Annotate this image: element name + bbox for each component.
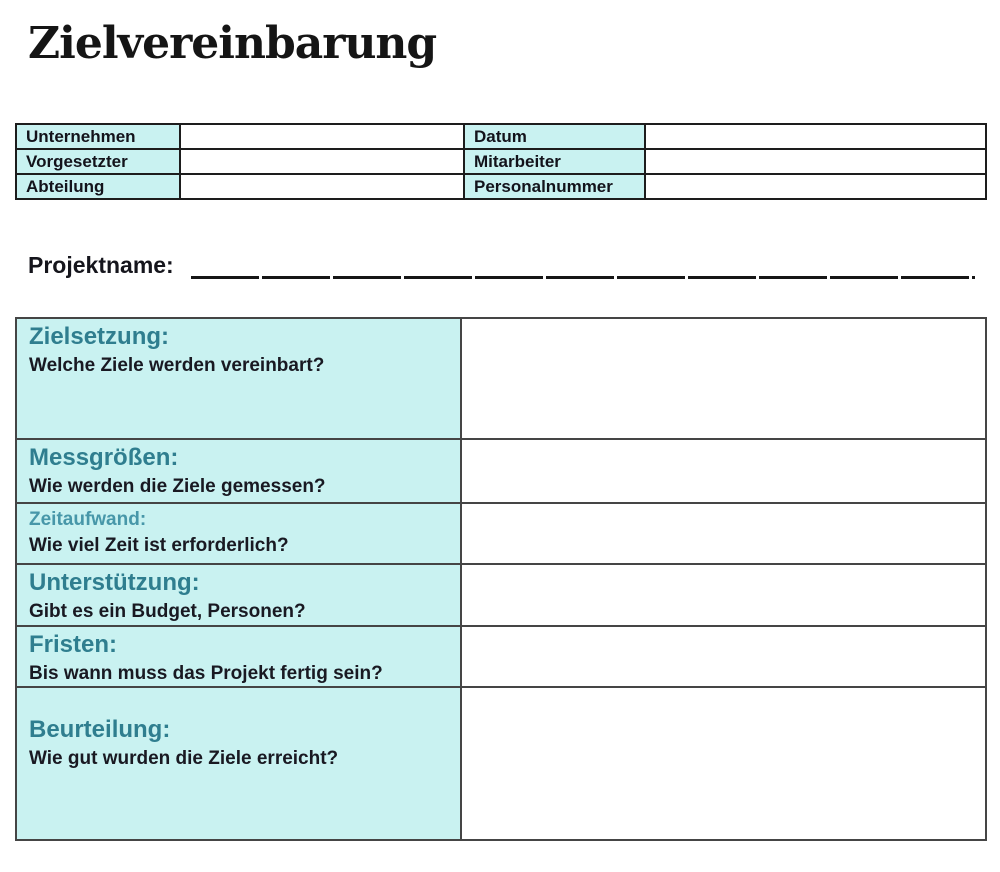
- row-unterstuetzung: [16, 564, 986, 626]
- heading-beurteilung: Beurteilung:: [29, 716, 171, 744]
- cell-fristen: [16, 626, 461, 687]
- label-datum: Datum: [464, 124, 645, 149]
- goal-table: [15, 317, 987, 841]
- cell-beurteilung: [16, 687, 461, 840]
- heading-zielsetzung: Zielsetzung:: [29, 323, 170, 350]
- answer-beurteilung[interactable]: [461, 687, 986, 840]
- heading-zeitaufwand: Zeitaufwand:: [29, 509, 147, 530]
- field-personalnummer[interactable]: [645, 174, 986, 199]
- row-zeitaufwand: [16, 503, 986, 564]
- row-messgroessen: [16, 439, 986, 503]
- field-mitarbeiter[interactable]: [645, 149, 986, 174]
- field-vorgesetzter[interactable]: [180, 149, 464, 174]
- heading-fristen: Fristen:: [29, 631, 118, 658]
- cell-unterstuetzung: [16, 564, 461, 626]
- heading-messgroessen: Messgrößen:: [29, 444, 179, 471]
- answer-fristen[interactable]: [461, 626, 986, 687]
- project-name-label: Projektname:: [28, 252, 174, 278]
- row-zielsetzung: [16, 318, 986, 439]
- question-messgroessen: Wie werden die Ziele gemessen?: [29, 475, 326, 497]
- label-abteilung: Abteilung: [16, 174, 180, 199]
- label-mitarbeiter: Mitarbeiter: [464, 149, 645, 174]
- label-vorgesetzter: Vorgesetzter: [16, 149, 180, 174]
- info-row-2: [16, 149, 986, 174]
- info-table: [15, 123, 987, 200]
- row-beurteilung: [16, 687, 986, 840]
- project-name-blank-line[interactable]: [191, 269, 975, 279]
- row-fristen: [16, 626, 986, 687]
- info-row-1: [16, 124, 986, 149]
- field-abteilung[interactable]: [180, 174, 464, 199]
- cell-messgroessen: [16, 439, 461, 503]
- field-datum[interactable]: [645, 124, 986, 149]
- question-beurteilung: Wie gut wurden die Ziele erreicht?: [29, 748, 339, 770]
- field-unternehmen[interactable]: [180, 124, 464, 149]
- question-zielsetzung: Welche Ziele werden vereinbart?: [29, 354, 325, 376]
- cell-zielsetzung: [16, 318, 461, 439]
- question-zeitaufwand: Wie viel Zeit ist erforderlich?: [29, 534, 289, 556]
- question-unterstuetzung: Gibt es ein Budget, Personen?: [29, 600, 306, 622]
- answer-messgroessen[interactable]: [461, 439, 986, 503]
- answer-zeitaufwand[interactable]: [461, 503, 986, 564]
- cell-zeitaufwand: [16, 503, 461, 564]
- question-fristen: Bis wann muss das Projekt fertig sein?: [29, 662, 383, 684]
- heading-unterstuetzung: Unterstützung:: [29, 569, 200, 596]
- label-personalnummer: Personalnummer: [464, 174, 645, 199]
- page-title: Zielvereinbarung: [28, 18, 437, 69]
- label-unternehmen: Unternehmen: [16, 124, 180, 149]
- info-row-3: [16, 174, 986, 199]
- answer-unterstuetzung[interactable]: [461, 564, 986, 626]
- answer-zielsetzung[interactable]: [461, 318, 986, 439]
- project-name-row: [28, 250, 975, 280]
